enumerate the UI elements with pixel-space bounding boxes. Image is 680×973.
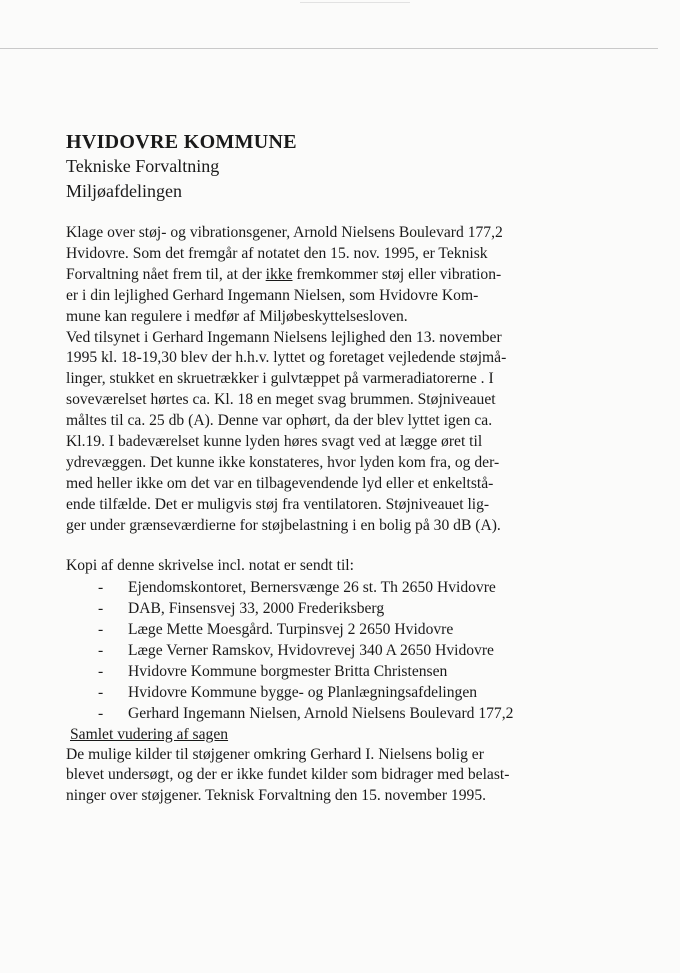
body-line: ydrevæggen. Det kunne ikke konstateres, hvor lyden kom fra, og der- — [66, 453, 500, 471]
recipient-item — [66, 577, 626, 598]
body-line: ende tilfælde. Det er muligvis støj fra ventilatoren. Støjniveauet lig- — [66, 495, 490, 513]
body-line: Hvidovre. Som det fremgår af notatet den 15. nov. 1995, er Teknisk — [66, 244, 488, 262]
bullet-dash: - — [98, 620, 104, 638]
department-name: Tekniske Forvaltning — [66, 156, 220, 176]
letter-page — [66, 130, 626, 807]
emphasis-underline: ikke — [265, 265, 293, 283]
recipient-list — [66, 577, 626, 724]
unit-name: Miljøafdelingen — [66, 181, 182, 201]
body-line: er i din lejlighed Gerhard Ingemann Nielsen, som Hvidovre Kom- — [66, 286, 479, 304]
kopi-intro: Kopi af denne skrivelse incl. notat er sendt til: — [66, 556, 354, 574]
summary-line: De mulige kilder til støjgener omkring Gerhard I. Nielsens bolig er — [66, 745, 484, 763]
bullet-dash: - — [98, 641, 104, 659]
summary-heading: Samlet vudering af sagen — [70, 725, 229, 743]
bullet-dash: - — [98, 683, 104, 701]
summary-line: ninger over støjgener. Teknisk Forvaltning den 15. november 1995. — [66, 787, 487, 805]
summary-body — [66, 745, 626, 808]
recipient-item — [66, 619, 626, 640]
org-name: HVIDOVRE KOMMUNE — [66, 131, 297, 153]
recipient-item — [66, 682, 626, 703]
recipient-text: Hvidovre Kommune bygge- og Planlægningsafdelingen — [128, 683, 478, 701]
bullet-dash: - — [98, 599, 104, 617]
body-line: Kl.19. I badeværelset kunne lyden høres svagt ved at lægge øret til — [66, 433, 483, 451]
recipient-text: Ejendomskontoret, Bernersvænge 26 st. Th 2650 Hvidovre — [128, 578, 496, 596]
recipient-item — [66, 703, 626, 724]
body-line: linger, stukket en skruetrækker i gulvtæppet på varmeradiatorerne . I — [66, 370, 494, 388]
body-line: med heller ikke om det var en tilbagevendende lyd eller et enkeltstå- — [66, 474, 494, 492]
body-line: måltes til ca. 25 db (A). Denne var ophørt, da der blev lyttet igen ca. — [66, 412, 493, 430]
scan-edge-top — [300, 2, 410, 3]
recipient-text: Læge Verner Ramskov, Hvidovrevej 340 A 2650 Hvidovre — [128, 641, 494, 659]
recipient-text: Gerhard Ingemann Nielsen, Arnold Nielsens Boulevard 177,2 — [128, 704, 514, 722]
recipient-item — [66, 598, 626, 619]
body-line: 1995 kl. 18-19,30 blev der h.h.v. lyttet og foretaget vejledende støjmå- — [66, 349, 507, 367]
recipient-text: Hvidovre Kommune borgmester Britta Christensen — [128, 662, 448, 680]
summary-line: blevet undersøgt, og der er ikke fundet kilder som bidrager med belast- — [66, 766, 510, 784]
bullet-dash: - — [98, 578, 104, 596]
body-line: soveværelset hørtes ca. Kl. 18 en meget svag brummen. Støjniveauet — [66, 391, 496, 409]
recipient-item — [66, 640, 626, 661]
recipient-text: Læge Mette Moesgård. Turpinsvej 2 2650 Hvidovre — [128, 620, 454, 638]
body-line: mune kan regulere i medfør af Miljøbeskyttelsesloven. — [66, 307, 408, 325]
body-line: Ved tilsynet i Gerhard Ingemann Nielsens lejlighed den 13. november — [66, 328, 502, 346]
body-line: Forvaltning nået frem til, at der ikke fremkommer støj eller vibration- — [66, 265, 502, 283]
body-line: Klage over støj- og vibrationsgener, Arnold Nielsens Boulevard 177,2 — [66, 224, 503, 241]
body-line: ger under grænseværdierne for støjbelastning i en bolig på 30 dB (A). — [66, 516, 501, 534]
letter-body — [66, 223, 626, 537]
recipient-item — [66, 661, 626, 682]
bullet-dash: - — [98, 662, 104, 680]
scan-edge-line — [0, 48, 658, 49]
recipient-text: DAB, Finsensvej 33, 2000 Frederiksberg — [128, 599, 385, 617]
bullet-dash: - — [98, 704, 104, 722]
